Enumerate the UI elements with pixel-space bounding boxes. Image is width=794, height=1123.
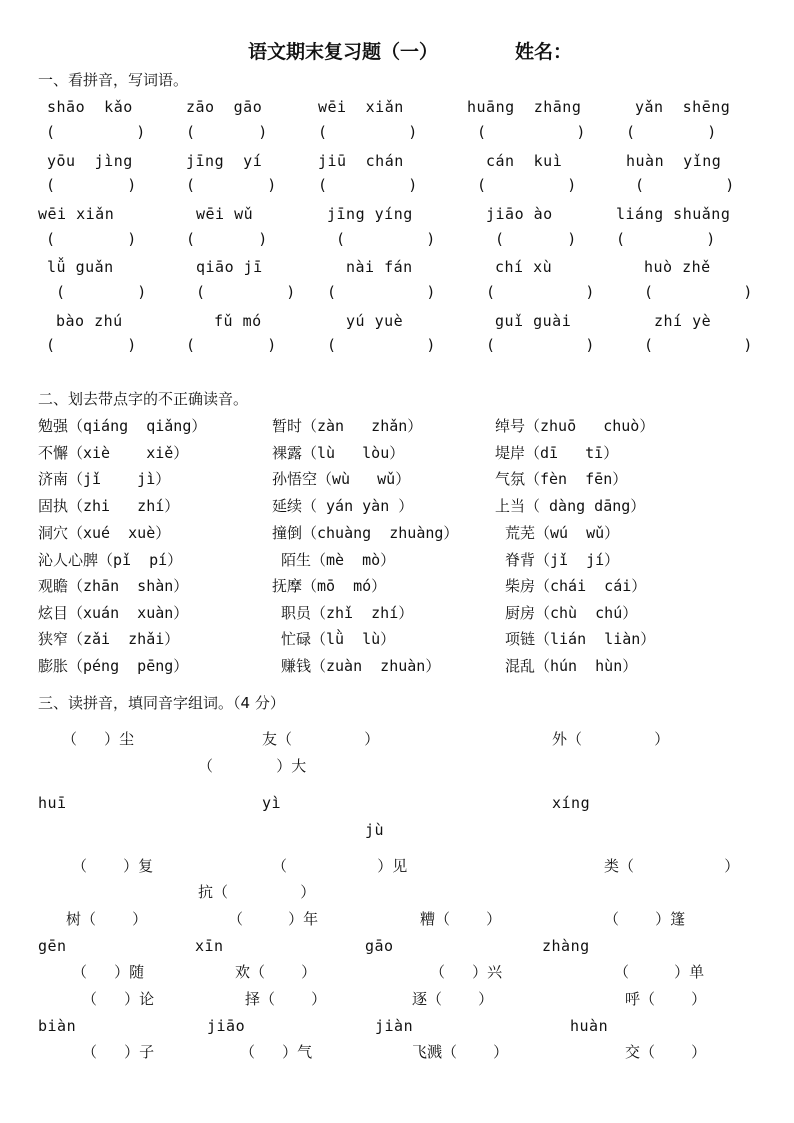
answer-blank[interactable]: ( ) [186,176,277,194]
pinyin-item: chí xù [495,258,553,276]
reading-item[interactable]: 孙悟空（wù wǔ） [272,470,411,488]
answer-blank[interactable]: ( ) [186,336,277,354]
answer-blank[interactable]: ( ) [495,230,577,248]
word-blank[interactable]: 类（ ） [604,857,740,875]
pinyin-item: nài fán [346,258,413,276]
pinyin-item: zhí yè [654,312,712,330]
reading-item[interactable]: 暂时（zàn zhǎn） [272,417,423,435]
pinyin-prompt: biàn [38,1017,77,1035]
reading-item[interactable]: 裸露（lù lòu） [272,444,405,462]
reading-item[interactable]: 柴房（chái cái） [505,577,647,595]
word-blank[interactable]: 择（ ） [245,990,327,1008]
pinyin-item: jiāo ào [486,205,553,223]
word-blank[interactable]: （ ）单 [614,963,705,981]
pinyin-item: lǚ guǎn [47,258,114,276]
pinyin-item: wēi xiǎn [38,205,115,223]
pinyin-prompt: huàn [570,1017,609,1035]
word-blank[interactable]: （ ）论 [82,990,155,1008]
word-blank[interactable]: （ ）子 [82,1043,155,1061]
answer-blank[interactable]: ( ) [46,176,137,194]
pinyin-item: yōu jìng [47,152,133,170]
pinyin-prompt: jiāo [207,1017,246,1035]
answer-blank[interactable]: ( ) [626,123,717,141]
word-blank[interactable]: （ ）篷 [604,910,686,928]
word-blank[interactable]: 呼（ ） [625,990,707,1008]
answer-blank[interactable]: ( ) [644,283,753,301]
word-blank[interactable]: 树（ ） [66,910,148,928]
answer-blank[interactable]: ( ) [46,336,137,354]
pinyin-item: yǎn shēng [635,98,731,116]
reading-item[interactable]: 陌生（mè mò） [281,551,396,569]
reading-item[interactable]: 不懈（xiè xiě） [38,444,189,462]
pinyin-item: wēi xiǎn [318,98,404,116]
reading-item[interactable]: 勉强（qiáng qiǎng） [38,417,207,435]
answer-blank[interactable]: ( ) [336,230,436,248]
word-blank[interactable]: （ ）尘 [62,730,135,748]
answer-blank[interactable]: ( ) [477,176,577,194]
pinyin-item: guǐ guài [495,312,572,330]
answer-blank[interactable]: ( ) [616,230,716,248]
page-title: 语文期末复习题（一） [248,41,439,63]
word-blank[interactable]: 交（ ） [625,1043,707,1061]
reading-item[interactable]: 撞倒（chuàng zhuàng） [272,524,459,542]
pinyin-prompt: huī [38,794,67,812]
pinyin-item: huò zhě [644,258,711,276]
reading-item[interactable]: 混乱（hún hùn） [505,657,638,675]
pinyin-item: jīng yí [186,152,263,170]
word-blank[interactable]: （ ）年 [228,910,319,928]
pinyin-item: liáng shuǎng [616,205,731,223]
reading-item[interactable]: 职员（zhǐ zhí） [281,604,414,622]
reading-item[interactable]: 忙碌（lǜ lù） [281,630,396,648]
pinyin-prompt: zhàng [542,937,590,955]
pinyin-item: jiū chán [318,152,404,170]
pinyin-item: huàn yǐng [626,152,722,170]
word-blank[interactable]: （ ）随 [72,963,145,981]
reading-item[interactable]: 脊背（jǐ jí） [505,551,620,569]
pinyin-prompt: jiàn [375,1017,414,1035]
pinyin-prompt: gāo [365,937,394,955]
answer-blank[interactable]: ( ) [635,176,735,194]
reading-item[interactable]: 厨房（chù chú） [505,604,638,622]
section-2-heading: 二、划去带点字的不正确读音。 [38,390,249,408]
answer-blank[interactable]: ( ) [46,123,146,141]
reading-item[interactable]: 炫目（xuán xuàn） [38,604,189,622]
reading-item[interactable]: 赚钱（zuàn zhuàn） [281,657,441,675]
pinyin-item: zāo gāo [186,98,263,116]
pinyin-item: qiāo jī [196,258,263,276]
word-blank[interactable]: 糟（ ） [420,910,502,928]
reading-item[interactable]: 沁人心脾（pǐ pí） [38,551,183,569]
word-blank[interactable]: （ ）气 [240,1043,313,1061]
pinyin-prompt: yì [262,794,282,812]
section-1-heading: 一、看拼音，写词语。 [38,71,189,89]
pinyin-prompt: xīn [195,937,224,955]
answer-blank[interactable]: ( ) [186,230,268,248]
reading-item[interactable]: 气氛（fèn fēn） [495,470,628,488]
pinyin-item: cán kuì [486,152,563,170]
word-blank[interactable]: 欢（ ） [235,963,317,981]
pinyin-prompt: gēn [38,937,67,955]
word-blank[interactable]: （ ）复 [72,857,154,875]
word-blank[interactable]: （ ）兴 [430,963,503,981]
pinyin-prompt: jù [365,821,385,839]
answer-blank[interactable]: ( ) [644,336,753,354]
answer-blank[interactable]: ( ) [318,176,418,194]
name-label: 姓名： [515,41,573,63]
reading-item[interactable]: 洞穴（xué xuè） [38,524,171,542]
reading-item[interactable]: 项链（lián liàn） [505,630,656,648]
answer-blank[interactable]: ( ) [318,123,418,141]
answer-blank[interactable]: ( ) [46,230,137,248]
reading-item[interactable]: 堤岸（dī tī） [495,444,619,462]
word-blank[interactable]: （ ）大 [198,757,307,775]
answer-blank[interactable]: ( ) [486,283,595,301]
answer-blank[interactable]: ( ) [327,336,436,354]
reading-item[interactable]: 延续（ yán yàn ） [272,497,414,515]
reading-item[interactable]: 绰号（zhuō chuò） [495,417,655,435]
word-blank[interactable]: 友（ ） [262,730,380,748]
pinyin-item: huāng zhāng [467,98,582,116]
answer-blank[interactable]: ( ) [56,283,147,301]
word-blank[interactable]: 外（ ） [552,730,670,748]
pinyin-item: shāo kǎo [47,98,133,116]
answer-blank[interactable]: ( ) [186,123,268,141]
answer-blank[interactable]: ( ) [196,283,296,301]
pinyin-item: yú yuè [346,312,404,330]
reading-item[interactable]: 济南（jǐ jì） [38,470,171,488]
section-3-heading: 三、读拼音，填同音字组词。（4 分） [38,694,285,712]
word-blank[interactable]: 飞溅（ ） [412,1043,509,1061]
reading-item[interactable]: 抚摩（mō mó） [272,577,387,595]
word-blank[interactable]: 抗（ ） [198,883,316,901]
reading-item[interactable]: 观瞻（zhān shàn） [38,577,189,595]
pinyin-item: fǔ mó [214,312,262,330]
reading-item[interactable]: 荒芜（wú wǔ） [505,524,620,542]
reading-item[interactable]: 膨胀（péng pēng） [38,657,189,675]
pinyin-prompt: xíng [552,794,591,812]
answer-blank[interactable]: ( ) [327,283,436,301]
reading-item[interactable]: 狭窄（zǎi zhǎi） [38,630,180,648]
word-blank[interactable]: 逐（ ） [412,990,494,1008]
pinyin-item: bào zhú [56,312,123,330]
word-blank[interactable]: （ ）见 [272,857,408,875]
pinyin-item: wēi wǔ [196,205,254,223]
reading-item[interactable]: 固执（zhi zhí） [38,497,180,515]
pinyin-item: jīng yíng [327,205,413,223]
answer-blank[interactable]: ( ) [486,336,595,354]
reading-item[interactable]: 上当（ dàng dāng） [495,497,646,515]
answer-blank[interactable]: ( ) [477,123,586,141]
